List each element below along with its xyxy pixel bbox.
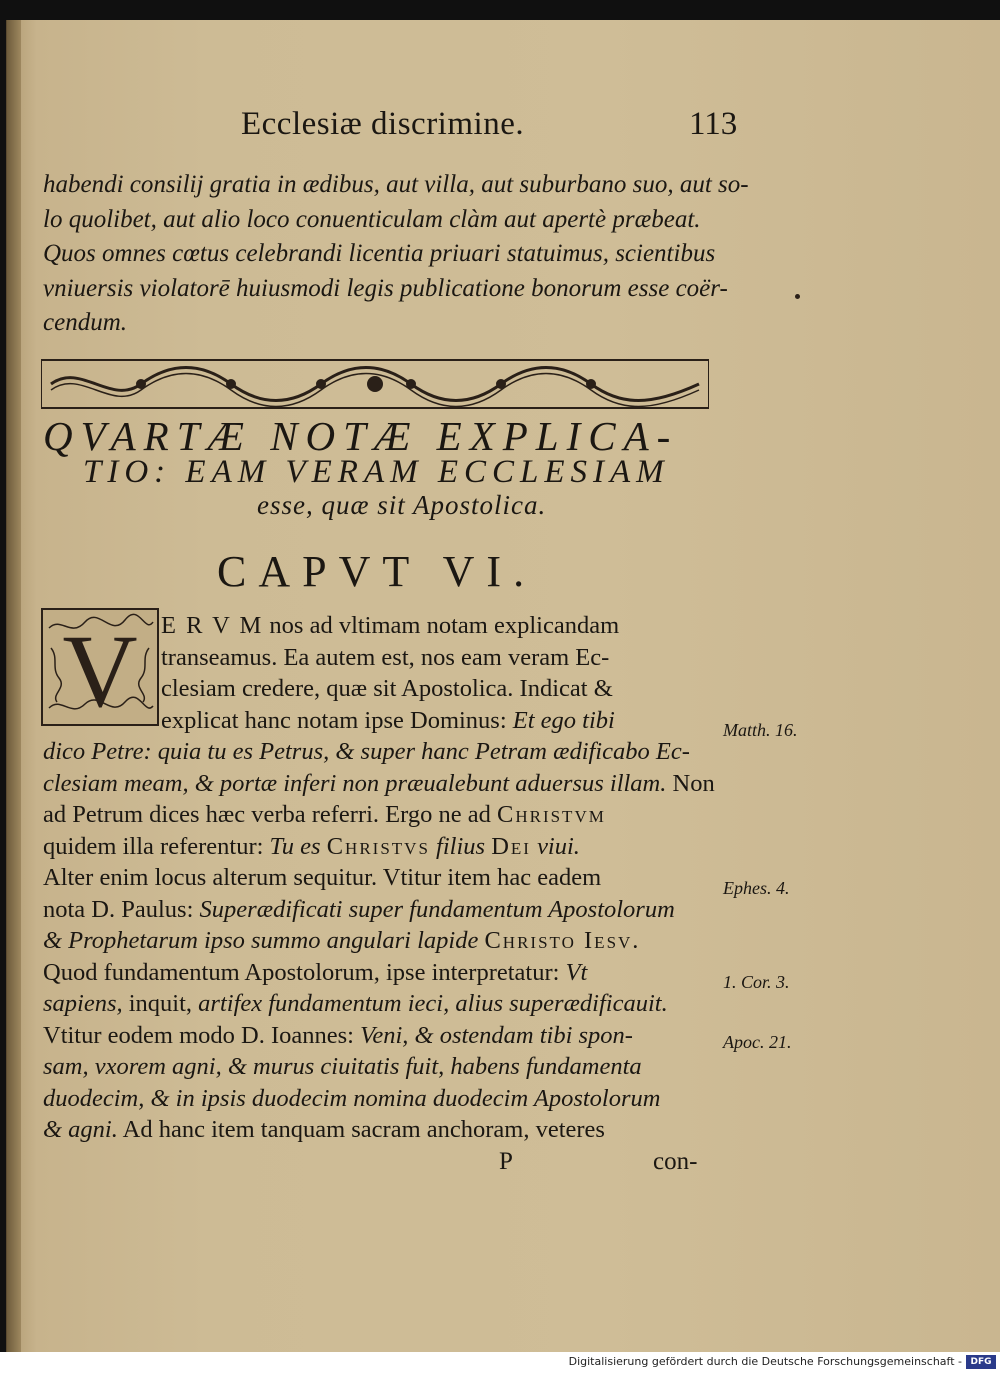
text-line: dico Petre: quia tu es Petrus, & super hanc Petram ædificabo Ec- [43,738,690,765]
text-line: clesiam meam, & portæ inferi non præualebunt aduersus illam. Non [43,769,715,797]
marginal-note-matthew: Matth. 16. [723,720,798,740]
initial-letter-glyph: V [62,614,138,726]
funding-credit: Digitalisierung gefördert durch die Deutsche Forschungsgemeinschaft - [568,1355,962,1368]
text-line: quidem illa referentur: Tu es Christvs filius Dei viui. [43,832,580,860]
dfg-logo: DFG [966,1355,996,1369]
page-number: 113 [689,106,738,142]
text-line: duodecim, & in ipsis duodecim nomina duodecim Apostolorum [43,1084,661,1112]
text-line: sam, vxorem agni, & murus ciuitatis fuit, habens fundamenta [43,1053,642,1080]
text-line: & Prophetarum ipso summo angulari lapide Christo Iesv. [43,927,641,954]
marginal-note-corinthians: 1. Cor. 3. [723,972,790,992]
signature-mark: P [499,1148,513,1175]
footer-bar [0,1352,1000,1374]
text-line: & agni. Ad hanc item tanquam sacram anchoram, veteres [43,1116,605,1143]
opening-paragraph [43,168,749,341]
text-line: sapiens, inquit, artifex fundamentum ieci, alius superædificauit. [43,990,668,1017]
running-head-title: Ecclesiæ discrimine. [241,106,525,142]
ink-speck [795,294,800,299]
text-line: Alter enim locus alterum sequitur. Vtitur item hac eadem [43,864,602,891]
text-line: cendum. [43,309,127,336]
text-line: Quos omnes cœtus celebrandi licentia priuari statuimus, scientibus [43,240,716,267]
text-line: ad Petrum dices hæc verba referri. Ergo ne ad Christvm [43,801,606,828]
section-heading-line-2: TIO: EAM VERAM ECCLESIAM [83,454,670,490]
headpiece-ornament [41,358,709,410]
running-head [7,98,1000,148]
marginal-note-ephesians: Ephes. 4. [723,878,790,898]
book-page [6,20,1000,1352]
text-line: vniuersis violatorē huiusmodi legis publicatione bonorum esse coër- [43,274,728,302]
chapter-body [43,610,715,1146]
text-line: transeamus. Ea autem est, nos eam veram Ec- [161,643,610,671]
text-line: explicat hanc notam ipse Dominus: Et ego tibi [161,706,615,734]
page-gutter-edge [7,20,21,1352]
text-line: clesiam credere, quæ sit Apostolica. Indicat & [161,675,613,702]
chapter-title: CAPVT VI. [217,547,537,596]
text-line: Quod fundamentum Apostolorum, ipse interpretatur: Vt [43,958,588,986]
section-heading-line-3: esse, quæ sit Apostolica. [257,490,547,520]
text-line: lo quolibet, aut alio loco conuenticulam clàm aut apertè præbeat. [43,205,701,233]
marginal-note-apocalypse: Apoc. 21. [723,1032,792,1052]
text-line: Vtitur eodem modo D. Ioannes: Veni, & ostendam tibi spon- [43,1021,633,1049]
text-line: E R V M nos ad vltimam notam explicandam [161,612,620,639]
section-heading-line-1: QVARTÆ NOTÆ EXPLICA- [43,413,679,459]
text-line: habendi consilij gratia in ædibus, aut villa, aut suburbano suo, aut so- [43,171,749,198]
catchword: con- [653,1148,698,1175]
text-line: nota D. Paulus: Superædificati super fundamentum Apostolorum [43,895,675,923]
